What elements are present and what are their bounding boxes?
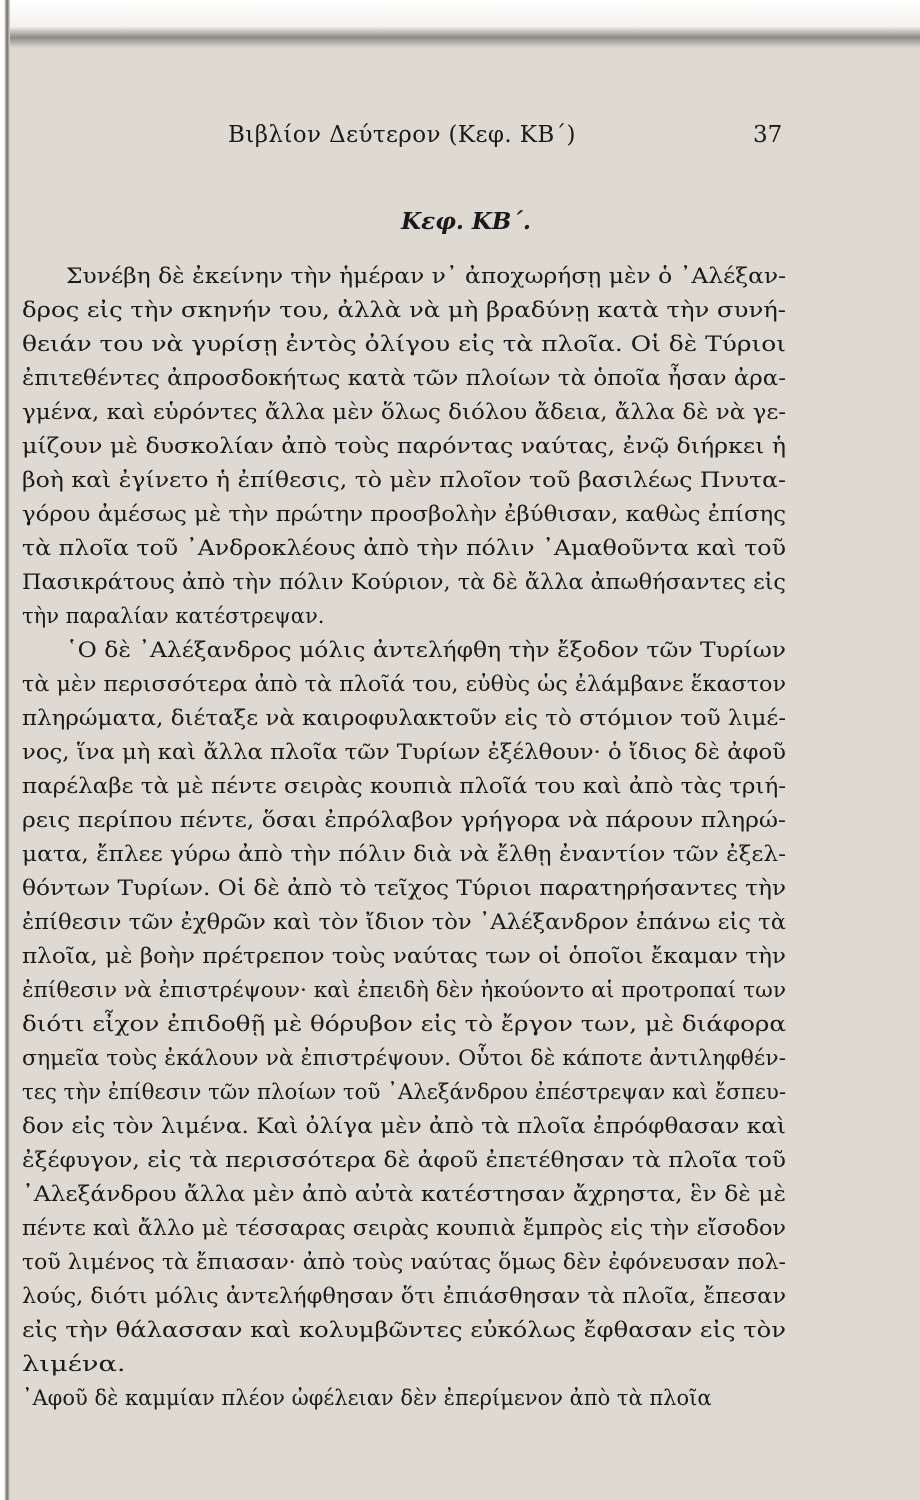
- line-text: τοῦ λιμένος τὰ ἔπιασαν· ἀπὸ τοὺς ναύτας ὅμως δὲν ἐφόνευσαν πολ-: [22, 1250, 786, 1274]
- text-line: [0, 632, 920, 668]
- text-line: [0, 1414, 920, 1450]
- text-line: [0, 1176, 920, 1212]
- text-line: [0, 598, 920, 634]
- text-line: [0, 734, 920, 770]
- text-line: [0, 802, 920, 838]
- line-text: μίζουν μὲ δυσκολίαν ἀπὸ τοὺς παρόντας ναύτας, ἐνῷ διήρκει ἡ: [22, 434, 787, 458]
- line-text: λούς, διότι μόλις ἀντελήφθησαν ὅτι ἐπιάσθησαν τὰ πλοῖα, ἔπεσαν: [22, 1284, 787, 1308]
- line-text: τὰ μὲν περισσότερα ἀπὸ τὰ πλοῖά του, εὐθὺς ὡς ἐλάμβανε ἕκαστον: [22, 672, 787, 696]
- line-text: πλοῖα, μὲ βοὴν πρέτρεπον τοὺς ναύτας των οἱ ὁποῖοι ἔκαμαν τὴν: [22, 944, 786, 968]
- text-line: [0, 1380, 920, 1416]
- text-line: [0, 258, 920, 294]
- text-line: [0, 496, 920, 532]
- text-line: [0, 1006, 920, 1042]
- text-line: [0, 1108, 920, 1144]
- text-line: [0, 428, 920, 464]
- line-text: Συνέβη δὲ ἐκείνην τὴν ἡμέραν ν᾿ ἀποχωρήσῃ μὲν ὁ ᾿Αλέξαν-: [66, 264, 787, 288]
- text-line: [0, 1244, 920, 1280]
- text-line: [0, 292, 920, 328]
- line-text: παρέλαβε τὰ μὲ πέντε σειρὰς κουπιὰ πλοῖά του καὶ ἀπὸ τὰς τριή-: [22, 774, 787, 798]
- text-line: [0, 326, 920, 362]
- line-text: τες τὴν ἐπίθεσιν τῶν πλοίων τοῦ ᾿Αλεξάνδρου ἐπέστρεψαν καὶ ἔσπευ-: [22, 1080, 787, 1104]
- text-line: [0, 394, 920, 430]
- text-line: [0, 1312, 920, 1348]
- line-text: πληρώματα, διέταξε νὰ καιροφυλακτοῦν εἰς τὸ στόμιον τοῦ λιμέ-: [22, 706, 787, 730]
- line-text: νος, ἵνα μὴ καὶ ἄλλα πλοῖα τῶν Τυρίων ἐξέλθουν· ὁ ἴδιος δὲ ἀφοῦ: [22, 740, 786, 764]
- line-text: ἐπίθεσιν νὰ ἐπιστρέψουν· καὶ ἐπειδὴ δὲν ἠκούοντο αἱ προτροπαί των: [22, 978, 786, 1002]
- text-line: [0, 768, 920, 804]
- line-text: πέντε καὶ ἄλλο μὲ τέσσαρας σειρὰς κουπιὰ ἔμπρὸς εἰς τὴν εἴσοδον: [22, 1216, 787, 1240]
- line-text: θειάν του νὰ γυρίσῃ ἐντὸς ὀλίγου εἰς τὰ πλοῖα. Οἱ δὲ Τύριοι: [22, 332, 786, 356]
- text-line: [0, 904, 920, 940]
- line-text: διότι εἶχον ἐπιδοθῇ μὲ θόρυβον εἰς τὸ ἔργον των, μὲ διάφορα: [22, 1012, 786, 1036]
- line-text: θόντων Τυρίων. Οἱ δὲ ἀπὸ τὸ τεῖχος Τύριοι παρατηρήσαντες τὴν: [22, 876, 787, 900]
- line-text: ἐπιτεθέντες ἀπροσδοκήτως κατὰ τῶν πλοίων τὰ ὁποῖα ἦσαν ἀρα-: [22, 366, 786, 390]
- line-text: τὰ πλοῖα τοῦ ᾿Ανδροκλέους ἀπὸ τὴν πόλιν ᾿Αμαθοῦντα καὶ τοῦ: [22, 536, 787, 560]
- line-text: γμένα, καὶ εὑρόντες ἄλλα μὲν ὅλως διόλου ἄδεια, ἄλλα δὲ νὰ γε-: [22, 400, 787, 424]
- line-text: τὴν παραλίαν κατέστρεψαν.: [22, 604, 325, 628]
- line-text: ρεις περίπου πέντε, ὅσαι ἐπρόλαβον γρήγορα νὰ πάρουν πληρώ-: [22, 808, 787, 832]
- line-text: ἐξέφυγον, εἰς τὰ περισσότερα δὲ ἀφοῦ ἐπετέθησαν τὰ πλοῖα τοῦ: [22, 1148, 787, 1172]
- line-text: λιμένα.: [22, 1352, 126, 1376]
- line-text: ᾿Αλεξάνδρου ἄλλα μὲν ἀπὸ αὐτὰ κατέστησαν ἄχρηστα, ἓν δὲ μὲ: [22, 1182, 787, 1206]
- text-line: [0, 564, 920, 600]
- text-line: [0, 530, 920, 566]
- running-head: Βιβλίον Δεύτερον (Κεφ. ΚΒ΄): [228, 122, 576, 148]
- line-text: ματα, ἔπλεε γύρω ἀπὸ τὴν πόλιν διὰ νὰ ἔλθῃ ἐναντίον τῶν ἐξελ-: [22, 842, 786, 866]
- text-line: [0, 870, 920, 906]
- line-text: σημεῖα τοὺς ἐκάλουν νὰ ἐπιστρέψουν. Οὗτοι δὲ κάποτε ἀντιληφθέν-: [22, 1046, 787, 1070]
- line-text: ἐπίθεσιν τῶν ἐχθρῶν καὶ τὸν ἴδιον τὸν ᾿Αλέξανδρον ἐπάνω εἰς τὰ: [22, 910, 787, 934]
- line-text: εἰς τὴν θάλασσαν καὶ κολυμβῶντες εὐκόλως ἔφθασαν εἰς τὸν: [22, 1318, 786, 1342]
- line-text: δρος εἰς τὴν σκηνήν του, ἀλλὰ νὰ μὴ βραδύνῃ κατὰ τὴν συνή-: [22, 298, 787, 322]
- line-text: γόρου ἀμέσως μὲ τὴν πρώτην προσβολὴν ἐβύθισαν, καθὼς ἐπίσης: [22, 502, 787, 526]
- text-line: [0, 972, 920, 1008]
- text-line: [0, 1142, 920, 1178]
- line-text: ῾Ο δὲ ᾿Αλέξανδρος μόλις ἀντελήφθη τὴν ἔξοδον τῶν Τυρίων: [66, 638, 787, 662]
- chapter-title: Κεφ. ΚΒ΄.: [401, 208, 531, 235]
- page-header: [0, 122, 920, 162]
- text-line: [0, 1210, 920, 1246]
- text-line: [0, 1346, 920, 1382]
- text-line: [0, 666, 920, 702]
- text-line: [0, 1040, 920, 1076]
- text-line: [0, 1278, 920, 1314]
- line-text: βοὴ καὶ ἐγίνετο ἡ ἐπίθεσις, τὸ μὲν πλοῖον τοῦ βασιλέως Πνυτα-: [22, 468, 787, 492]
- text-line: [0, 700, 920, 736]
- text-line: [0, 360, 920, 396]
- text-line: [0, 1074, 920, 1110]
- text-line: [0, 836, 920, 872]
- line-text: δον εἰς τὸν λιμένα. Καὶ ὀλίγα μὲν ἀπὸ τὰ πλοῖα ἐπρόφθασαν καὶ: [22, 1114, 787, 1138]
- line-text: ᾿Αφοῦ δὲ καμμίαν πλέον ὠφέλειαν δὲν ἐπερίμενον ἀπὸ τὰ πλοῖα: [22, 1386, 712, 1410]
- text-line: [0, 462, 920, 498]
- page-number: 37: [753, 122, 783, 148]
- text-line: [0, 938, 920, 974]
- line-text: Πασικράτους ἀπὸ τὴν πόλιν Κούριον, τὰ δὲ ἄλλα ἀπωθήσαντες εἰς: [22, 570, 786, 594]
